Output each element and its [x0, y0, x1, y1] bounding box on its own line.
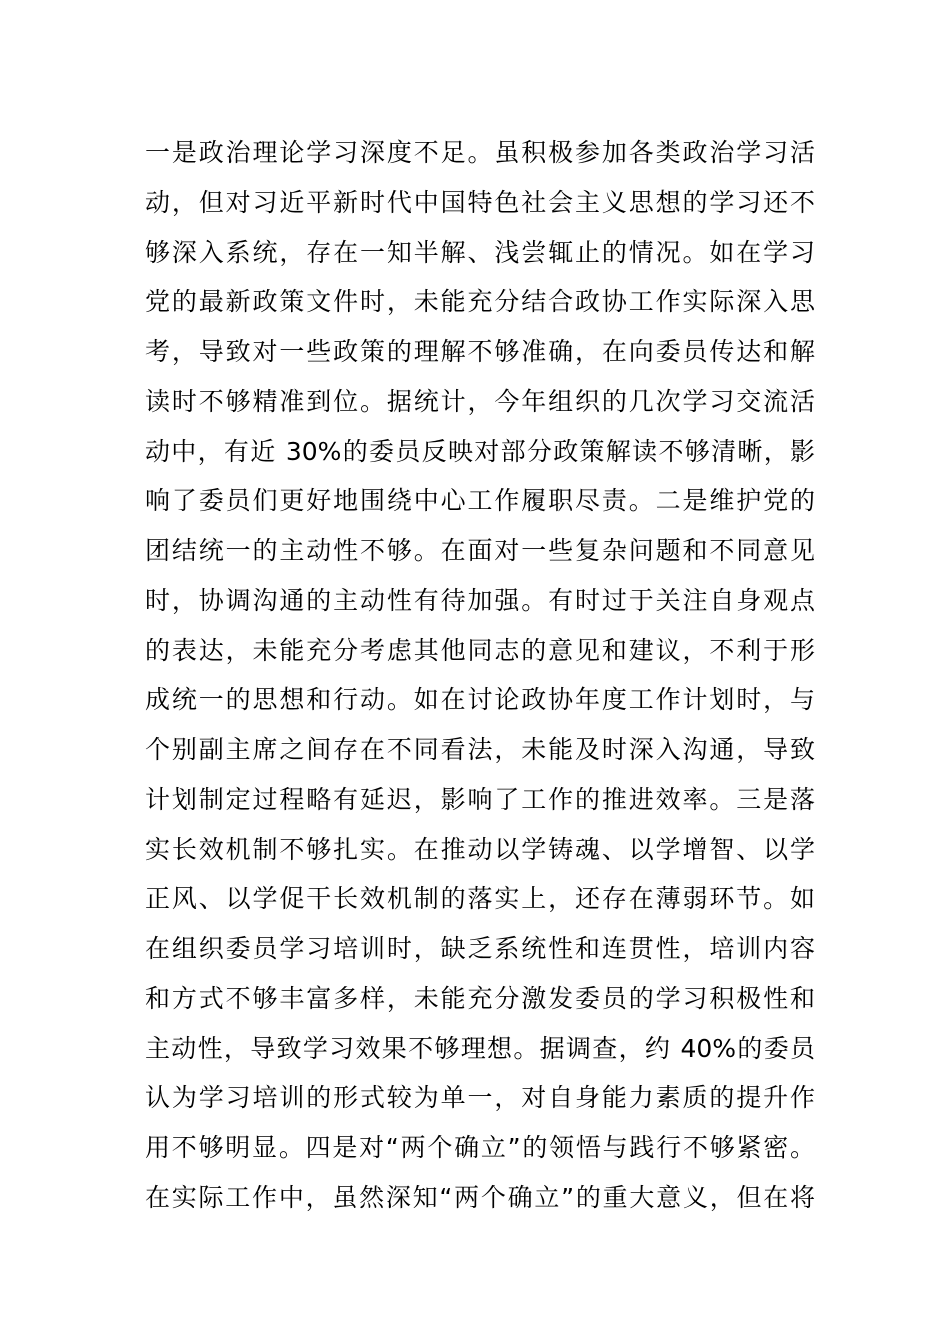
text-line: 的表达，未能充分考虑其他同志的意见和建议，不利于形 — [145, 635, 815, 665]
text-line: 实长效机制不够扎实。在推动以学铸魂、以学增智、以学 — [145, 834, 815, 864]
text-line: 在实际工作中，虽然深知“两个确立”的重大意义，但在将 — [145, 1182, 815, 1212]
text-line: 读时不够精准到位。据统计，今年组织的几次学习交流活 — [145, 386, 815, 416]
text-line: 考，导致对一些政策的理解不够准确，在向委员传达和解 — [145, 337, 815, 366]
text-line: 主动性，导致学习效果不够理想。据调查，约 40%的委员 — [145, 1033, 815, 1063]
text-line: 动中，有近 30%的委员反映对部分政策解读不够清晰，影 — [145, 436, 815, 466]
text-line: 时，协调沟通的主动性有待加强。有时过于关注自身观点 — [145, 585, 815, 615]
text-line: 一是政治理论学习深度不足。虽积极参加各类政治学习活 — [145, 138, 815, 167]
text-line: 在组织委员学习培训时，缺乏系统性和连贯性，培训内容 — [145, 934, 815, 963]
text-line: 正风、以学促干长效机制的落实上，还存在薄弱环节。如 — [145, 884, 815, 914]
text-line: 动，但对习近平新时代中国特色社会主义思想的学习还不 — [145, 187, 815, 217]
text-line: 够深入系统，存在一知半解、浅尝辄止的情况。如在学习 — [145, 237, 815, 267]
text-line: 成统一的思想和行动。如在讨论政协年度工作计划时，与 — [145, 685, 815, 715]
body-paragraph — [145, 128, 815, 1223]
text-line: 认为学习培训的形式较为单一，对自身能力素质的提升作 — [145, 1083, 815, 1113]
text-line: 个别副主席之间存在不同看法，未能及时深入沟通，导致 — [145, 735, 815, 764]
text-line: 计划制定过程略有延迟，影响了工作的推进效率。三是落 — [145, 784, 815, 814]
text-line: 团结统一的主动性不够。在面对一些复杂问题和不同意见 — [145, 536, 815, 565]
text-line: 用不够明显。四是对“两个确立”的领悟与践行不够紧密。 — [145, 1133, 815, 1162]
text-line: 响了委员们更好地围绕中心工作履职尽责。二是维护党的 — [145, 486, 815, 516]
text-line: 党的最新政策文件时，未能充分结合政协工作实际深入思 — [145, 287, 815, 317]
text-line: 和方式不够丰富多样，未能充分激发委员的学习积极性和 — [145, 983, 815, 1013]
